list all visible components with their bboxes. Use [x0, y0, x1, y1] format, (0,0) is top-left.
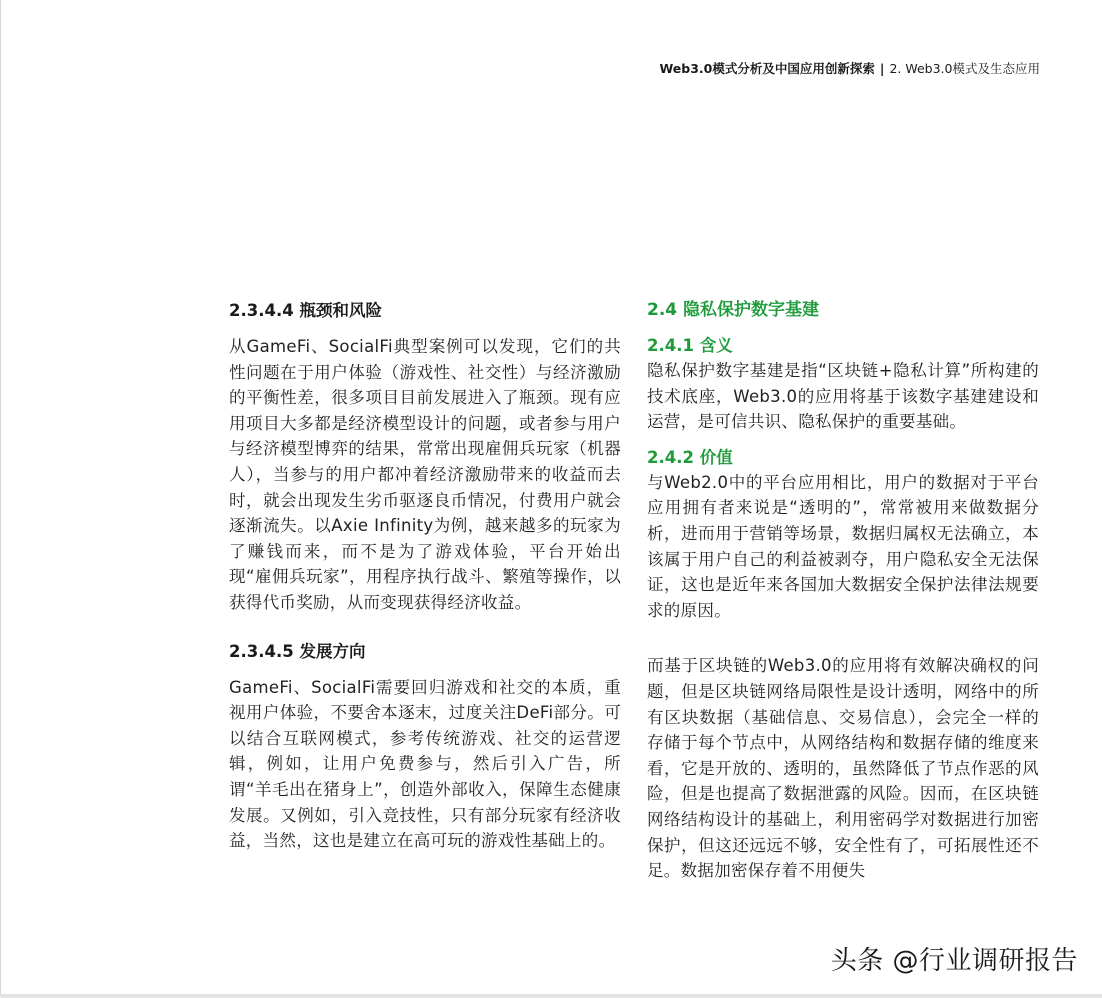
paragraph-blockchain-privacy: 而基于区块链的Web3.0的应用将有效解决确权的问题，但是区块链网络局限性是设计透明，网络中的所有区块数据（基础信息、交易信息），会完全一样的存储于每个节点中，从网络结构和数据存储的维度来看，它是开放的、透明的，虽然降低了节点作恶的风险，但是也提高了数据泄露的风险。因而，在区块链网络结构设计的基础上，利用密码学对数据进行加密保护，但这还远远不够，安全性有了，可拓展性还不足。数据加密保存着不用便失 [647, 656, 1039, 881]
page-left-edge [0, 0, 1, 998]
header-report-title: Web3.0模式分析及中国应用创新探索 [659, 61, 875, 76]
header-section: 2. Web3.0模式及生态应用 [889, 61, 1040, 76]
paragraph-value: 与Web2.0中的平台应用相比，用户的数据对于平台应用拥有者来说是“透明的”，常常被用来做数据分析，进而用于营销等场景，数据归属权无法确立，本该属于用户自己的利益被剥夺，用户隐私安全无法保证，这也是近年来各国加大数据安全保护法律法规要求的原因。 [647, 472, 1039, 620]
page-bottom-edge [0, 994, 1102, 998]
paragraph-development-direction: GameFi、SocialFi需要回归游戏和社交的本质，重视用户体验，不要舍本逐末，过度关注DeFi部分。可以结合互联网模式，参考传统游戏、社交的运营逻辑，例如，让用户免费参与，然后引入广告，所谓“羊毛出在猪身上”，创造外部收入，保障生态健康发展。又例如，引入竞技性，只有部分玩家有经济收益，当然，这也是建立在高可玩的游戏性基础上的。 [229, 677, 621, 851]
watermark: 头条 @行业调研报告 [830, 946, 1078, 976]
right-column [647, 298, 1039, 884]
heading-development-direction: 2.3.4.5 发展方向 [229, 641, 366, 661]
heading-value: 2.4.2 价值 [647, 447, 733, 467]
paragraph-meaning: 隐私保护数字基建是指“区块链+隐私计算”所构建的技术底座，Web3.0的应用将基于该数字基建建设和运营，是可信共识、隐私保护的重要基础。 [647, 361, 1039, 432]
heading-bottleneck-risk: 2.3.4.4 瓶颈和风险 [229, 301, 382, 320]
heading-meaning: 2.4.1 含义 [647, 336, 733, 355]
left-column [229, 298, 621, 854]
running-header [659, 60, 1040, 78]
paragraph-bottleneck-risk: 从GameFi、SocialFi典型案例可以发现，它们的共性问题在于用户体验（游戏性、社交性）与经济激励的平衡性差，很多项目目前发展进入了瓶颈。现有应用项目大多都是经济模型设计的问题，或者参与用户与经济模型博弈的结果，常常出现雇佣兵玩家（机器人），当参与的用户都冲着经济激励带来的收益而去时，就会出现发生劣币驱逐良币情况，付费用户就会逐渐流失。以Axie Infinity为例，越来越多的玩家为了赚钱而来，而不是为了游戏体验，平台开始出现“雇佣兵玩家”，用程序执行战斗、繁殖等操作，以获得代币奖励，从而变现获得经济收益。 [229, 337, 621, 612]
header-separator: | [879, 61, 885, 76]
heading-privacy-infrastructure: 2.4 隐私保护数字基建 [647, 300, 820, 320]
